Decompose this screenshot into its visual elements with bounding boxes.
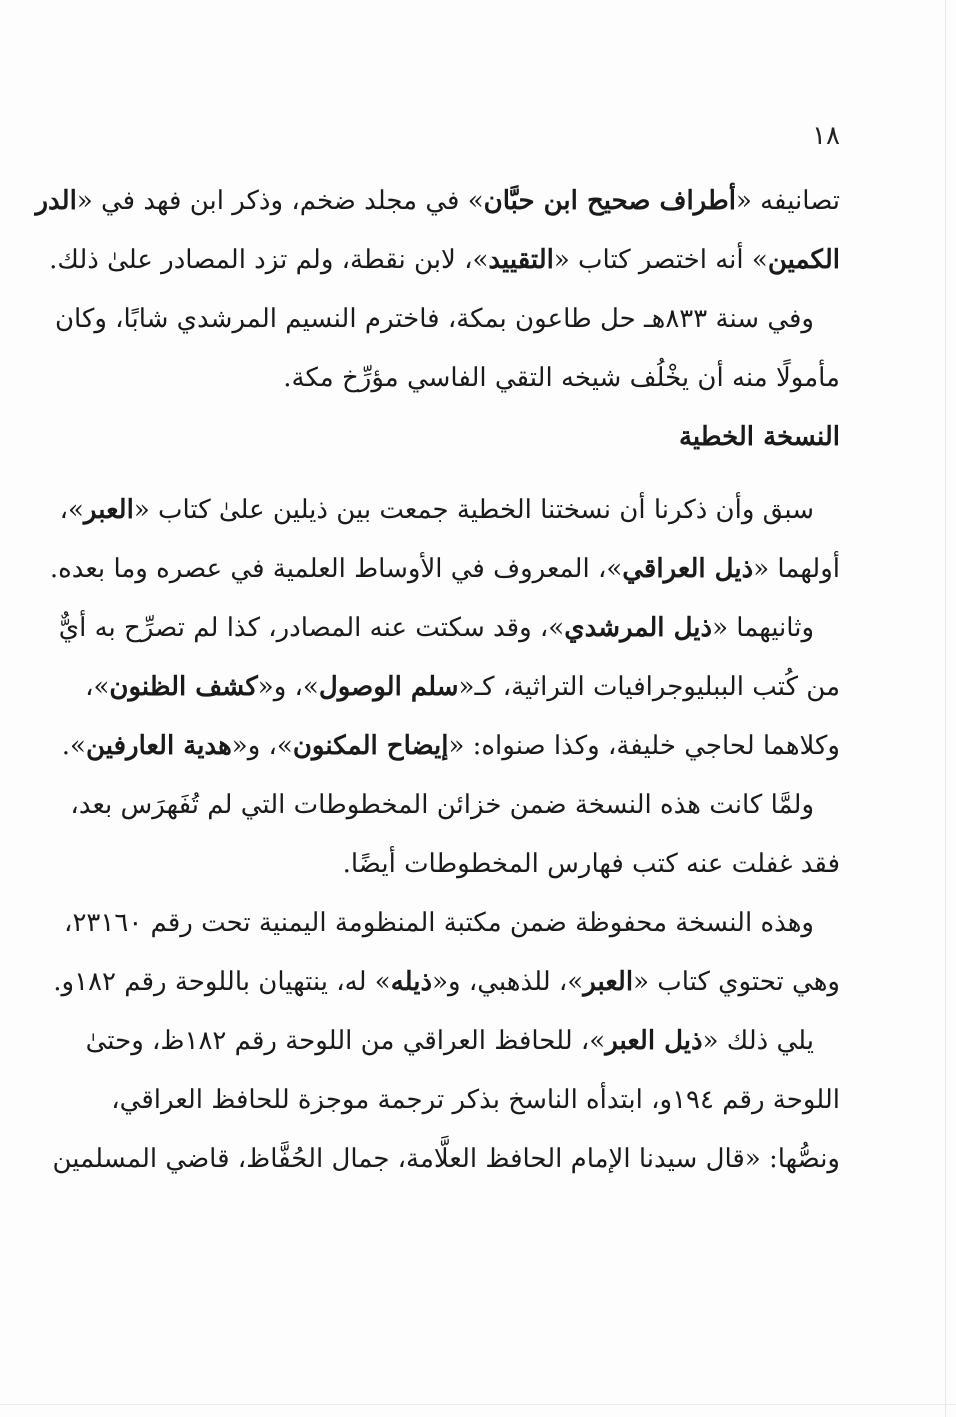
line-segment: أولهما «: [753, 554, 840, 584]
line-segment: اللوحة رقم ١٩٤و، ابتدأه الناسخ بذكر ترجمة موجزة للحافظ العراقي،: [111, 1085, 840, 1115]
section-heading: [122, 408, 840, 467]
text-line-7: [49, 540, 840, 599]
page-right-edge: [945, 0, 946, 1417]
book-title: التقييد: [488, 245, 554, 275]
book-title: ذيل المرشدي: [564, 613, 713, 643]
line-segment: »،: [85, 672, 110, 702]
text-line-3: [54, 290, 840, 349]
line-segment: » أنه اختصر كتاب «: [553, 245, 768, 275]
line-segment: »، وقد سكتت عنه المصادر، كذا لم تصرِّح به أيٌّ: [58, 613, 565, 643]
heading-text: النسخة الخطية: [678, 422, 840, 452]
text-line-15: [85, 1012, 840, 1071]
line-segment: »، للحافظ العراقي من اللوحة رقم ١٨٢ظ، وحتىٰ: [85, 1026, 606, 1056]
line-segment: مأمولًا منه أن يخْلُف شيخه التقي الفاسي مؤرِّخ مكة.: [283, 363, 840, 393]
text-line-14: [53, 953, 840, 1012]
line-segment: »، لابن نقطة، ولم تزد المصادر علىٰ ذلك.: [49, 245, 489, 275]
line-segment: فقد غفلت عنه كتب فهارس المخطوطات أيضًا.: [342, 849, 840, 879]
line-segment: وهذه النسخة محفوظة ضمن مكتبة المنظومة اليمنية تحت رقم ٢٣١٦٠،: [64, 908, 814, 938]
book-title: ذيل العراقي: [622, 554, 754, 584]
text-line-13: [64, 894, 840, 953]
book-title: الدر: [35, 186, 77, 216]
book-title: إيضاح المكنون: [292, 731, 449, 761]
line-segment: »، للذهبي، و«: [432, 967, 584, 997]
book-title: أطراف صحيح ابن حبَّان: [483, 186, 736, 216]
line-segment: »، المعروف في الأوساط العلمية في عصره وما بعده.: [49, 554, 623, 584]
book-title: هدية العارفين: [85, 731, 232, 761]
line-segment: سبق وأن ذكرنا أن نسختنا الخطية جمعت بين ذيلين علىٰ كتاب «: [133, 495, 814, 525]
line-segment: ».: [61, 731, 86, 761]
line-segment: » له، ينتهيان باللوحة رقم ١٨٢و.: [53, 967, 391, 997]
line-segment: ولمَّا كانت هذه النسخة ضمن خزائن المخطوطات التي لم تُفَهرَس بعد،: [70, 790, 814, 820]
line-segment: وفي سنة ٨٣٣هـ حل طاعون بمكة، فاخترم النسيم المرشدي شابًا، وكان: [54, 304, 814, 334]
text-line-10: [61, 717, 840, 776]
line-segment: يلي ذلك «: [702, 1026, 814, 1056]
line-segment: »،: [59, 495, 84, 525]
text-line-11: [70, 776, 840, 835]
line-segment: ونصُّها: «قال سيدنا الإمام الحافظ العلَّامة، جمال الحُفَّاظ، قاضي المسلمين: [52, 1144, 840, 1174]
line-segment: »، و«: [231, 731, 293, 761]
text-line-9: [85, 658, 840, 717]
book-title: الكمين: [767, 245, 840, 275]
book-title: ذيل العبر: [605, 1026, 703, 1056]
body-text: [35, 172, 840, 1189]
text-line-16: [111, 1071, 840, 1130]
text-line-17: [52, 1130, 840, 1189]
line-segment: وثانيهما «: [712, 613, 814, 643]
line-segment: وكلاهما لحاجي خليفة، وكذا صنواه: «: [448, 731, 840, 761]
text-line-1: [35, 172, 840, 231]
text-line-12: [122, 835, 840, 894]
book-title: العبر: [83, 495, 134, 525]
line-segment: » في مجلد ضخم، وذكر ابن فهد في «: [76, 186, 484, 216]
text-line-8: [58, 599, 840, 658]
text-line-6: [59, 481, 840, 540]
text-line-4: [122, 349, 840, 408]
book-title: ذيله: [390, 967, 433, 997]
book-title: العبر: [583, 967, 634, 997]
line-segment: تصانيفه «: [735, 186, 840, 216]
line-segment: من كُتب الببليوجرافيات التراثية، كـ«: [458, 672, 840, 702]
page-number: ١٨: [812, 121, 840, 151]
text-line-2: [49, 231, 840, 290]
spacer: [122, 467, 840, 481]
page-bottom-edge: [0, 1404, 956, 1405]
line-segment: »، و«: [257, 672, 319, 702]
line-segment: وهي تحتوي كتاب «: [633, 967, 840, 997]
book-title: سلم الوصول: [318, 672, 459, 702]
book-title: كشف الظنون: [109, 672, 258, 702]
